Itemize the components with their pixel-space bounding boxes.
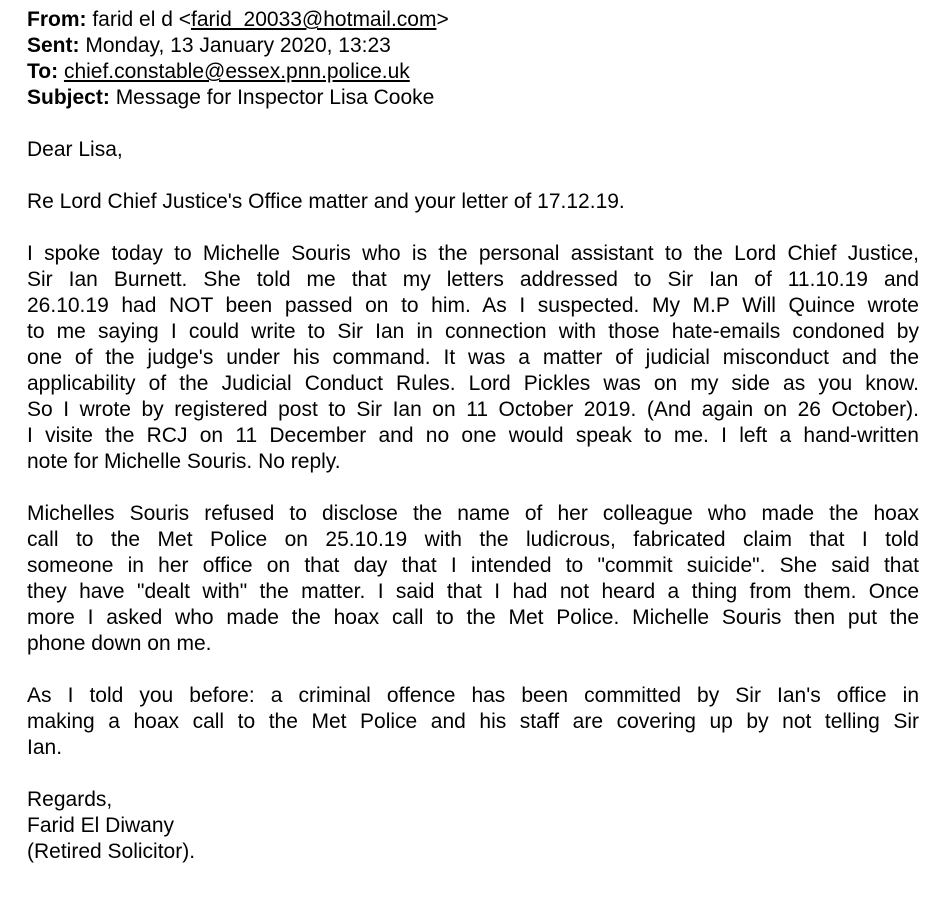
header-from [27,7,919,33]
paragraph-3 [27,683,919,761]
paragraph-line: I visite the RCJ on 11 December and no one would speak to me. I left a hand-written [27,424,919,447]
from-name: farid el d < [92,8,191,31]
email-document [27,7,919,865]
paragraph-line: one of the judge's under his command. It was a matter of judicial misconduct and the [27,346,919,369]
paragraph-line: Michelles Souris refused to disclose the name of her colleague who made the hoax [27,502,919,525]
paragraph-line: As I told you before: a criminal offence has been committed by Sir Ian's office in [27,684,919,707]
paragraph-line: I spoke today to Michelle Souris who is the personal assistant to the Lord Chief Justice, [27,242,919,265]
header-sent [27,33,919,59]
signature-name: Farid El Diwany [27,814,175,837]
sent-value: Monday, 13 January 2020, 13:23 [85,34,391,57]
paragraph-line: Ian. [27,736,63,759]
paragraph-line: So I wrote by registered post to Sir Ian on 11 October 2019. (And again on 26 October). [27,398,919,421]
from-email-link[interactable]: farid_20033@hotmail.com [191,8,437,31]
from-label: From: [27,8,87,31]
signoff: Regards, [27,788,113,811]
signature-title: (Retired Solicitor). [27,840,196,863]
paragraph-line: phone down on me. [27,632,212,655]
signature-block [27,787,919,865]
paragraph-line: call to the Met Police on 25.10.19 with the ludicrous, fabricated claim that I told [27,528,919,551]
from-end: > [436,8,449,31]
header-subject [27,85,919,111]
re-line: Re Lord Chief Justice's Office matter and your letter of 17.12.19. [27,190,625,213]
greeting: Dear Lisa, [27,138,123,161]
header-to [27,59,919,85]
paragraph-line: to me saying I could write to Sir Ian in connection with those hate-emails condoned by [27,320,919,343]
paragraph-1 [27,241,919,475]
paragraph-line: note for Michelle Souris. No reply. [27,450,341,473]
subject-value: Message for Inspector Lisa Cooke [115,86,435,109]
paragraph-line: 26.10.19 had NOT been passed on to him. As I suspected. My M.P Will Quince wrote [27,294,919,317]
sent-label: Sent: [27,34,80,57]
paragraph-line: making a hoax call to the Met Police and his staff are covering up by not telling Sir [27,710,919,733]
paragraph-line: applicability of the Judicial Conduct Rules. Lord Pickles was on my side as you know. [27,372,919,395]
paragraph-line: someone in her office on that day that I intended to "commit suicide". She said that [27,554,919,577]
paragraph-line: Sir Ian Burnett. She told me that my letters addressed to Sir Ian of 11.10.19 and [27,268,919,291]
subject-label: Subject: [27,86,110,109]
to-label: To: [27,60,59,83]
paragraph-2 [27,501,919,657]
to-email-link[interactable]: chief.constable@essex.pnn.police.uk [63,60,410,83]
paragraph-line: more I asked who made the hoax call to the Met Police. Michelle Souris then put the [27,606,919,629]
paragraph-line: they have "dealt with" the matter. I said that I had not heard a thing from them. Once [27,580,919,603]
